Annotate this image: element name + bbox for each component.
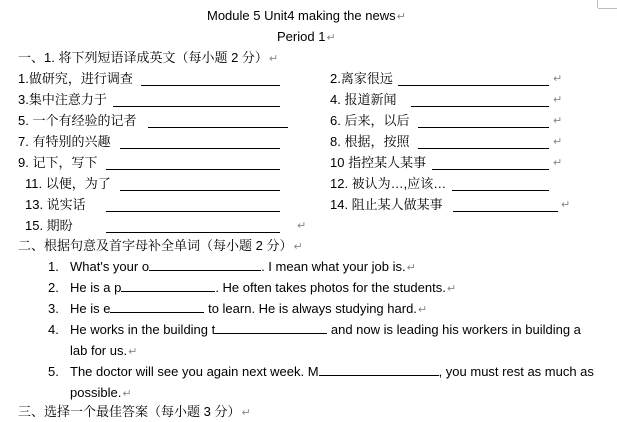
answer-blank-5[interactable] [148, 127, 288, 128]
para-mark: ↵ [553, 73, 563, 85]
para-mark: ↵ [553, 115, 563, 127]
word-blank-2[interactable] [121, 291, 215, 292]
crop-mark [597, 0, 598, 8]
para-mark: ↵ [553, 94, 563, 106]
phrase-item-13: 13. 说实话 [25, 197, 86, 212]
answer-blank-14[interactable] [453, 211, 558, 212]
document-title: Module 5 Unit4 making the news↵ [207, 8, 406, 23]
question-3-text: He is e to learn. He is always studying hard.↵ [70, 301, 428, 316]
phrase-item-2: 2.离家很远 [330, 71, 393, 86]
answer-blank-4[interactable] [411, 106, 549, 107]
answer-blank-10[interactable] [432, 169, 549, 170]
para-mark: ↵ [553, 136, 563, 148]
answer-blank-8[interactable] [418, 148, 549, 149]
question-4-text: He works in the building t and now is leading his workers in building a [70, 322, 581, 337]
section3-heading: 三、选择一个最佳答案（每小题 3 分）↵ [18, 404, 251, 419]
answer-blank-1[interactable] [141, 85, 280, 86]
para-mark: ↵ [297, 220, 307, 232]
answer-blank-7[interactable] [120, 148, 280, 149]
para-mark: ↵ [561, 199, 571, 211]
phrase-item-9: 9. 记下，写下 [18, 155, 98, 170]
phrase-item-5: 5. 一个有经验的记者 [18, 113, 137, 128]
phrase-item-14: 14. 阻止某人做某事 [330, 197, 443, 212]
question-2: 2. [48, 280, 59, 295]
phrase-item-6: 6. 后来，以后 [330, 113, 410, 128]
section2-heading: 二、根据句意及首字母补全单词（每小题 2 分）↵ [18, 238, 303, 253]
para-mark: ↵ [553, 157, 563, 169]
word-blank-1[interactable] [149, 270, 261, 271]
answer-blank-6[interactable] [418, 127, 549, 128]
answer-blank-15[interactable] [106, 232, 280, 233]
question-3: 3. [48, 301, 59, 316]
crop-mark [598, 8, 617, 9]
word-blank-5[interactable] [319, 375, 439, 376]
phrase-item-4: 4. 报道新闻 [330, 92, 397, 107]
question-5-continued: possible.↵ [70, 385, 132, 400]
question-2-text: He is a p . He often takes photos for the students.↵ [70, 280, 457, 295]
phrase-item-11: 11. 以便，为了 [25, 176, 111, 191]
question-4-continued: lab for us.↵ [70, 343, 138, 358]
phrase-item-15: 15. 期盼 [25, 218, 73, 233]
answer-blank-2[interactable] [398, 85, 549, 86]
document-subtitle: Period 1↵ [277, 29, 336, 44]
phrase-item-8: 8. 根据，按照 [330, 134, 410, 149]
word-blank-3[interactable] [110, 312, 204, 313]
answer-blank-9[interactable] [106, 169, 280, 170]
question-4: 4. [48, 322, 59, 337]
phrase-item-3: 3.集中注意力于 [18, 92, 107, 107]
answer-blank-3[interactable] [113, 106, 280, 107]
answer-blank-12[interactable] [452, 190, 549, 191]
phrase-item-12: 12. 被认为…,应该… [330, 176, 447, 191]
answer-blank-13[interactable] [106, 211, 280, 212]
question-5: 5. [48, 364, 59, 379]
phrase-item-7: 7. 有特别的兴趣 [18, 134, 111, 149]
phrase-item-1: 1.做研究，进行调查 [18, 71, 133, 86]
question-1: 1. [48, 259, 59, 274]
phrase-item-10: 10 指控某人某事 [330, 155, 427, 170]
section1-heading: 一、1. 将下列短语译成英文（每小题 2 分）↵ [18, 50, 279, 65]
answer-blank-11[interactable] [120, 190, 280, 191]
question-1-text: What's your o . I mean what your job is.↵ [70, 259, 416, 274]
word-blank-4[interactable] [215, 333, 327, 334]
question-5-text: The doctor will see you again next week. M , you must rest as much as [70, 364, 594, 379]
